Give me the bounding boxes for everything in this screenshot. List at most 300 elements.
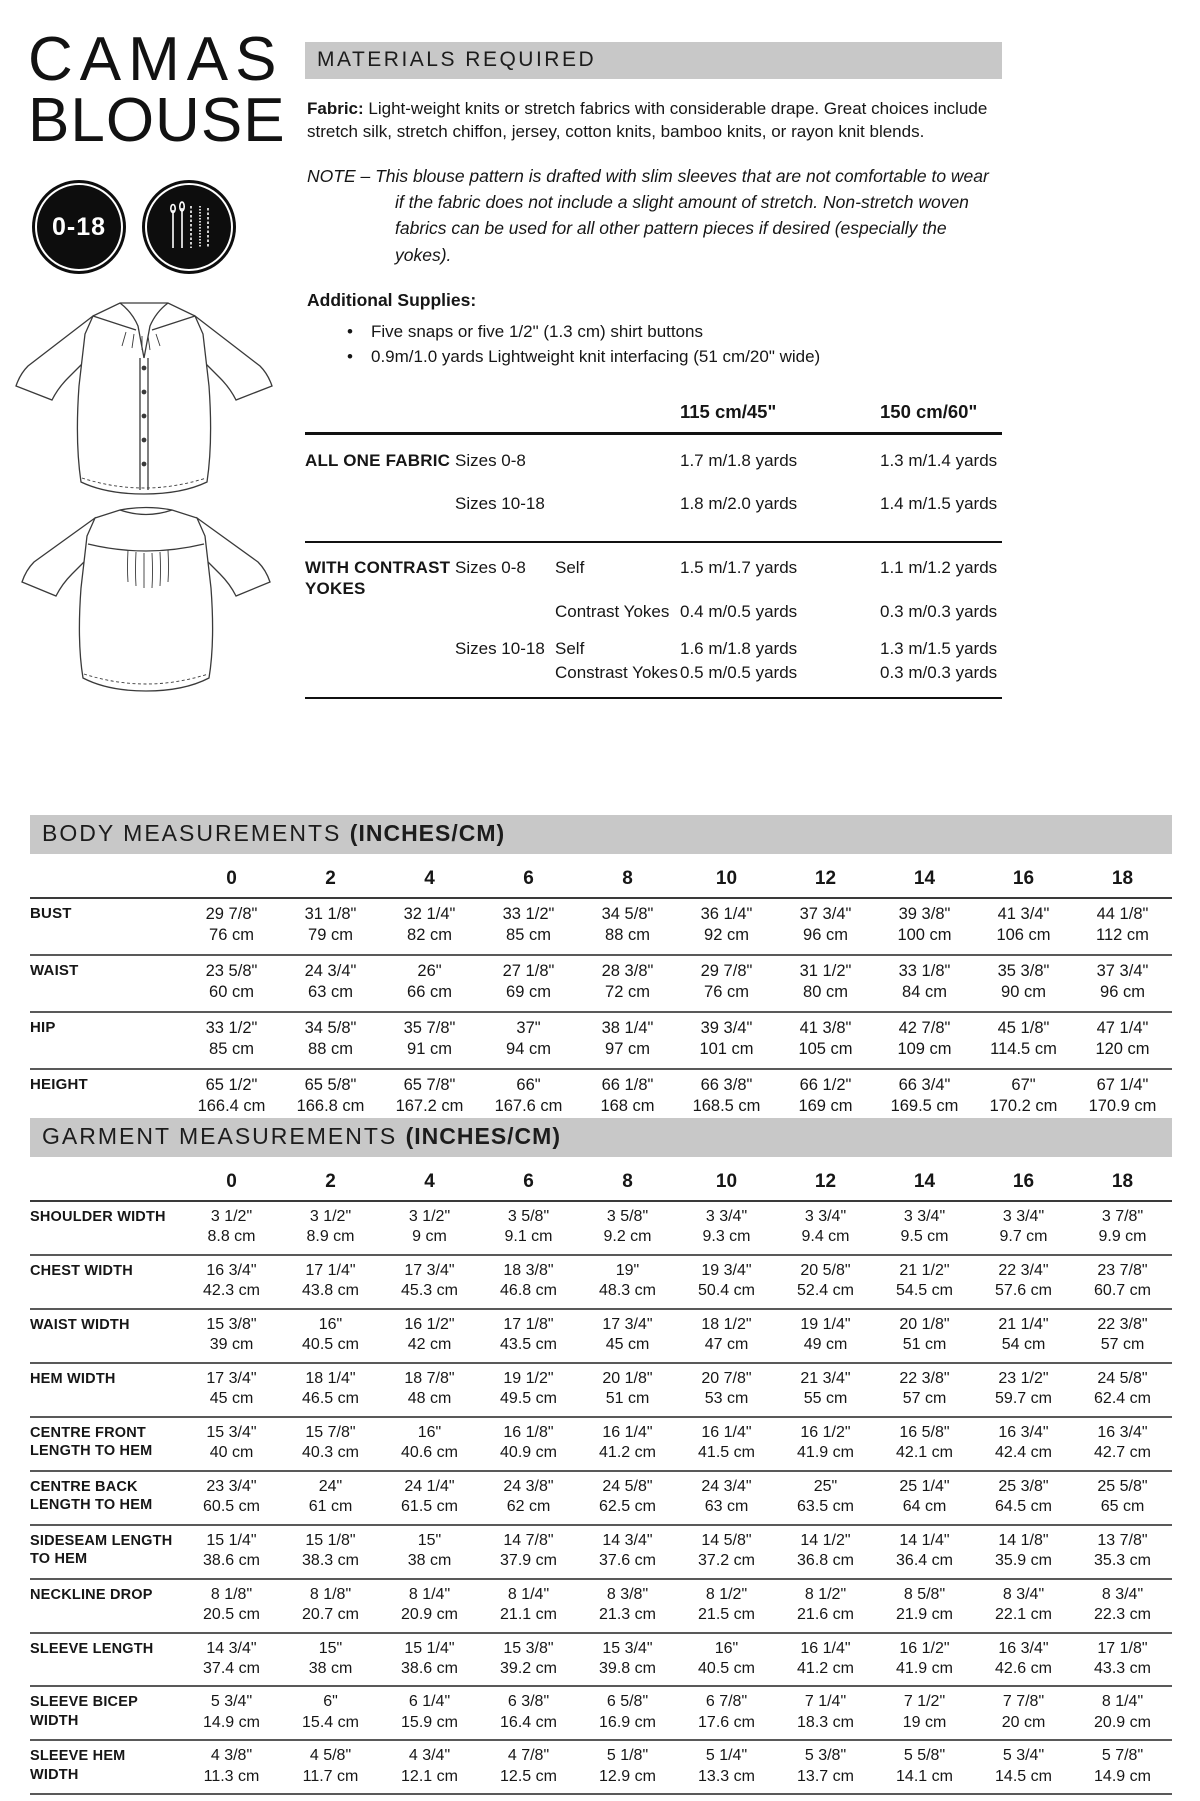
measurement-inches: 16 1/4" [800, 1639, 851, 1657]
measurement-cm: 72 cm [605, 983, 650, 1002]
measurement-cm: 65 cm [1100, 1498, 1145, 1516]
measurement-cm: 88 cm [308, 1040, 353, 1059]
measurement-cm: 63 cm [308, 983, 353, 1002]
measurement-cm: 37.4 cm [203, 1659, 260, 1677]
measurement-row [30, 1310, 1172, 1364]
measurement-cell [974, 1741, 1073, 1793]
yardage-row [305, 493, 1002, 514]
measurement-cell [875, 1472, 974, 1524]
measurement-inches: 16 1/2" [800, 1423, 851, 1441]
measurement-cm: 61.5 cm [401, 1498, 458, 1516]
measurement-cm: 20.9 cm [1094, 1713, 1151, 1731]
measurement-cm: 41.9 cm [896, 1659, 953, 1677]
measurement-inches: 8 3/4" [1101, 1585, 1144, 1603]
measurement-cell [875, 1526, 974, 1578]
measurement-cell [182, 1634, 281, 1686]
measurement-cm: 14.9 cm [1094, 1767, 1151, 1785]
measurement-cell [1073, 1310, 1172, 1362]
fabric-label: Fabric: [307, 99, 364, 118]
measurement-cell [677, 1634, 776, 1686]
measurement-cm: 85 cm [506, 926, 551, 945]
size-column-header: 6 [523, 868, 534, 889]
garment-measurements-heading [30, 1118, 1172, 1157]
measurement-cell [875, 1013, 974, 1068]
measurement-cell [776, 1256, 875, 1308]
measurement-cm: 57.6 cm [995, 1282, 1052, 1300]
yardage-row [305, 601, 1002, 624]
measurement-inches: 3 5/8" [606, 1208, 649, 1225]
measurement-inches: 31 1/8" [304, 905, 357, 923]
measurement-inches: 18 1/2" [701, 1315, 752, 1333]
measurement-inches: 18 7/8" [404, 1369, 455, 1387]
measurement-cm: 39.8 cm [599, 1659, 656, 1677]
measurement-cell [380, 1526, 479, 1578]
measurement-inches: 66 1/8" [601, 1075, 654, 1094]
measurement-cm: 18.3 cm [797, 1713, 854, 1731]
yardage-value-115: 0.4 m/0.5 yards [680, 602, 798, 622]
pattern-title-line2: BLOUSE [28, 85, 286, 155]
measurement-cm: 169 cm [798, 1097, 853, 1116]
size-column-header: 0 [226, 868, 237, 889]
measurement-cm: 97 cm [605, 1040, 650, 1059]
note-text: This blouse pattern is drafted with slim sleeves that are not comfortable to wear if the fabric does not include a slight amount of stretch. Non-stretch woven fabrics can be used for all other pattern pieces if desired (especially the yokes). [375, 165, 989, 265]
measurement-row-label: NECKLINE DROP [30, 1586, 153, 1603]
measurement-cm: 62.5 cm [599, 1498, 656, 1516]
yardage-value-115: 1.8 m/2.0 yards [680, 494, 798, 514]
measurement-inches: 14 3/4" [206, 1639, 257, 1657]
measurement-cm: 94 cm [506, 1040, 551, 1059]
measurement-cm: 63.5 cm [797, 1498, 854, 1516]
measurement-cm: 22.1 cm [995, 1606, 1052, 1624]
measurement-inches: 14 1/4" [899, 1531, 950, 1549]
measurement-inches: 15 3/8" [503, 1639, 554, 1657]
measurement-cell [380, 1634, 479, 1686]
size-column-header: 6 [523, 1171, 534, 1192]
measurement-inches: 15 3/8" [206, 1315, 257, 1333]
measurement-cell [380, 1364, 479, 1416]
measurement-inches: 23 1/2" [998, 1369, 1049, 1387]
measurement-cm: 19 cm [902, 1713, 947, 1731]
supplies-item: • 0.9m/1.0 yards Lightweight knit interfacing (51 cm/20" wide) [305, 344, 1002, 370]
measurement-cell [578, 956, 677, 1011]
yardage-row [305, 638, 1002, 661]
measurement-inches: 15" [318, 1639, 343, 1657]
measurement-cm: 100 cm [897, 926, 952, 945]
measurement-inches: 22 3/8" [1097, 1315, 1148, 1333]
measurement-cm: 170.9 cm [1088, 1097, 1157, 1116]
measurement-inches: 33 1/8" [898, 961, 951, 980]
measurement-row [30, 1256, 1172, 1310]
measurement-cell [677, 1418, 776, 1470]
size-column-header: 4 [424, 1171, 435, 1192]
yardage-sizes: Sizes 0-8 [455, 557, 526, 577]
measurement-cm: 13.3 cm [698, 1767, 755, 1785]
size-column-header: 18 [1111, 868, 1134, 889]
measurement-cell [380, 1013, 479, 1068]
measurement-cell [974, 1070, 1073, 1125]
measurement-inches: 14 3/4" [602, 1531, 653, 1549]
measurement-cm: 42.7 cm [1094, 1444, 1151, 1462]
measurement-cm: 88 cm [605, 926, 650, 945]
measurement-cm: 9.9 cm [1098, 1228, 1147, 1246]
measurement-cm: 40.5 cm [302, 1336, 359, 1354]
measurement-cm: 43.8 cm [302, 1282, 359, 1300]
measurement-cm: 60.7 cm [1094, 1282, 1151, 1300]
measurement-inches: 35 3/8" [997, 961, 1050, 980]
measurement-row-label: SIDESEAM LENGTH TO HEM [30, 1532, 173, 1567]
measurement-cell [479, 1472, 578, 1524]
measurement-inches: 13 7/8" [1097, 1531, 1148, 1549]
body-measurements-table [30, 866, 1172, 1127]
measurement-cm: 40 cm [209, 1444, 254, 1462]
measurement-cm: 109 cm [897, 1040, 952, 1059]
measurement-cm: 20.9 cm [401, 1606, 458, 1624]
measurement-cm: 52.4 cm [797, 1282, 854, 1300]
measurement-inches: 20 5/8" [800, 1261, 851, 1279]
yardage-part: Contrast Yokes [555, 602, 670, 622]
measurement-inches: 5 3/4" [1002, 1747, 1045, 1765]
measurement-inches: 25" [813, 1477, 838, 1495]
measurement-cell [479, 1741, 578, 1793]
measurement-inches: 15 1/4" [404, 1639, 455, 1657]
materials-heading: MATERIALS REQUIRED [305, 42, 1002, 79]
measurement-inches: 24" [318, 1477, 343, 1495]
measurement-row [30, 1741, 1172, 1795]
measurement-cell [677, 1741, 776, 1793]
measurement-cell [776, 1741, 875, 1793]
heading-units: (INCHES/CM) [405, 1123, 561, 1149]
measurement-cm: 42 cm [407, 1336, 452, 1354]
measurement-inches: 15 7/8" [305, 1423, 356, 1441]
measurement-inches: 4 5/8" [309, 1747, 352, 1765]
garment-measurements-section [30, 1118, 1172, 1795]
measurement-cell [1073, 1687, 1172, 1739]
measurement-cell [776, 1202, 875, 1254]
measurement-cm: 20.5 cm [203, 1606, 260, 1624]
measurement-cm: 114.5 cm [990, 1040, 1057, 1059]
measurement-cell [578, 1741, 677, 1793]
measurement-cm: 49 cm [803, 1336, 848, 1354]
needles-badge [142, 180, 236, 274]
measurement-cm: 45.3 cm [401, 1282, 458, 1300]
measurement-cm: 35.3 cm [1094, 1552, 1151, 1570]
measurement-inches: 21 1/4" [998, 1315, 1049, 1333]
measurement-row [30, 899, 1172, 956]
measurement-cell [677, 1070, 776, 1125]
measurement-cell [281, 1687, 380, 1739]
measurement-cell [875, 1687, 974, 1739]
size-column-header: 8 [622, 868, 633, 889]
size-column-header: 2 [325, 1171, 336, 1192]
blouse-back-illustration [0, 502, 294, 694]
yardage-section-label: ALL ONE FABRIC [305, 451, 451, 471]
measurement-cm: 21.5 cm [698, 1606, 755, 1624]
size-column-header: 2 [325, 868, 336, 889]
measurement-cell [1073, 1526, 1172, 1578]
fabric-requirements-table [305, 400, 1002, 699]
measurement-row-label: BUST [30, 905, 72, 922]
measurement-cm: 61 cm [308, 1498, 353, 1516]
measurement-inches: 16 3/4" [998, 1639, 1049, 1657]
measurement-row-label: HEIGHT [30, 1075, 88, 1093]
measurement-inches: 7 1/2" [903, 1693, 946, 1711]
measurement-inches: 8 3/8" [606, 1585, 649, 1603]
yardage-sizes: Sizes 10-18 [455, 494, 545, 514]
measurement-inches: 34 5/8" [304, 1018, 357, 1037]
measurement-cell [1073, 1364, 1172, 1416]
measurement-cm: 170.2 cm [989, 1097, 1058, 1116]
measurement-cell [182, 899, 281, 954]
size-column-header: 12 [814, 868, 837, 889]
size-header-spacer [30, 1169, 182, 1200]
measurement-cm: 14.9 cm [203, 1713, 260, 1731]
measurement-row-label: SHOULDER WIDTH [30, 1209, 166, 1225]
measurement-row [30, 1418, 1172, 1472]
measurement-inches: 6 7/8" [705, 1693, 748, 1711]
measurement-inches: 3 3/4" [804, 1208, 847, 1225]
yardage-part: Constrast Yokes [555, 662, 678, 682]
measurement-cm: 15.4 cm [302, 1713, 359, 1731]
size-range-badge [32, 180, 126, 274]
measurement-cell [578, 1202, 677, 1254]
measurement-cm: 9.3 cm [702, 1228, 751, 1246]
measurement-row-label: CENTRE FRONT LENGTH TO HEM [30, 1424, 153, 1459]
measurement-cell [182, 1364, 281, 1416]
measurement-inches: 44 1/8" [1096, 905, 1149, 923]
measurement-cell [281, 1364, 380, 1416]
yardage-row [305, 543, 1002, 602]
measurement-inches: 35 7/8" [403, 1018, 456, 1037]
measurement-inches: 16 5/8" [899, 1423, 950, 1441]
measurement-cm: 167.6 cm [494, 1097, 563, 1116]
measurement-inches: 34 5/8" [601, 905, 654, 923]
measurement-cell [776, 1418, 875, 1470]
measurement-cm: 36.4 cm [896, 1552, 953, 1570]
measurement-cell [776, 1580, 875, 1632]
size-column-header: 14 [913, 868, 936, 889]
measurement-inches: 37 3/4" [799, 905, 852, 923]
measurement-row-label: HIP [30, 1018, 56, 1036]
measurement-cell [974, 956, 1073, 1011]
measurement-cell [281, 1741, 380, 1793]
measurement-inches: 20 1/8" [602, 1369, 653, 1387]
measurement-cell [380, 1687, 479, 1739]
measurement-cm: 46.8 cm [500, 1282, 557, 1300]
measurement-cell [479, 1634, 578, 1686]
measurement-cm: 48 cm [407, 1390, 452, 1408]
measurement-cm: 92 cm [704, 926, 749, 945]
measurement-cell [578, 1256, 677, 1308]
size-column-header: 10 [715, 868, 738, 889]
measurement-cell [578, 1364, 677, 1416]
blouse-front-illustration [0, 292, 292, 498]
supplies-heading: Additional Supplies: [307, 289, 477, 310]
measurement-cm: 9 cm [412, 1228, 447, 1246]
measurement-cm: 14.1 cm [896, 1767, 953, 1785]
measurement-cell [677, 1202, 776, 1254]
measurement-inches: 19 1/2" [503, 1369, 554, 1387]
measurement-cell [1073, 1202, 1172, 1254]
yardage-value-115: 1.6 m/1.8 yards [680, 639, 798, 659]
measurement-cm: 51 cm [902, 1336, 947, 1354]
measurement-cell [479, 1310, 578, 1362]
measurement-cell [1073, 1580, 1172, 1632]
measurement-cm: 37.2 cm [698, 1552, 755, 1570]
measurement-cm: 60 cm [209, 983, 254, 1002]
measurement-cell [677, 1364, 776, 1416]
measurement-row [30, 1634, 1172, 1688]
measurement-cell [1073, 956, 1172, 1011]
measurement-inches: 39 3/8" [898, 905, 951, 923]
measurement-cm: 168.5 cm [692, 1097, 761, 1116]
measurement-cell [380, 1418, 479, 1470]
measurement-inches: 29 7/8" [205, 905, 258, 923]
measurement-cell [281, 1310, 380, 1362]
measurement-cm: 9.4 cm [801, 1228, 850, 1246]
measurement-cm: 16.4 cm [500, 1713, 557, 1731]
measurement-inches: 16 1/8" [503, 1423, 554, 1441]
measurement-inches: 65 7/8" [403, 1075, 456, 1094]
yardage-part: Self [555, 639, 585, 659]
measurement-row [30, 1687, 1172, 1741]
measurement-cell [578, 1070, 677, 1125]
measurement-cell [974, 1202, 1073, 1254]
body-measurements-section [30, 815, 1172, 1127]
measurement-cell [974, 1310, 1073, 1362]
measurement-cell [875, 1418, 974, 1470]
measurement-cm: 64.5 cm [995, 1498, 1052, 1516]
measurement-cm: 12.9 cm [599, 1767, 656, 1785]
measurement-cell [1073, 1472, 1172, 1524]
measurement-inches: 31 1/2" [799, 961, 852, 980]
measurement-cm: 48.3 cm [599, 1282, 656, 1300]
measurement-cell [479, 1687, 578, 1739]
measurement-cell [677, 1472, 776, 1524]
measurement-inches: 17 1/4" [305, 1261, 356, 1279]
measurement-inches: 21 1/2" [899, 1261, 950, 1279]
measurement-cell [578, 1310, 677, 1362]
measurement-cell [776, 899, 875, 954]
measurement-inches: 16 3/4" [998, 1423, 1049, 1441]
measurement-inches: 14 5/8" [701, 1531, 752, 1549]
yardage-value-150: 1.4 m/1.5 yards [880, 494, 998, 514]
measurement-inches: 20 7/8" [701, 1369, 752, 1387]
measurement-inches: 23 5/8" [205, 961, 258, 980]
measurement-row-label: SLEEVE BICEP WIDTH [30, 1694, 138, 1729]
measurement-cm: 64 cm [902, 1498, 947, 1516]
measurement-inches: 15 3/4" [602, 1639, 653, 1657]
measurement-cm: 8.8 cm [207, 1228, 256, 1246]
measurement-cm: 76 cm [209, 926, 254, 945]
heading-main: GARMENT MEASUREMENTS [42, 1123, 406, 1149]
measurement-cell [875, 1310, 974, 1362]
yardage-value-115: 0.5 m/0.5 yards [680, 662, 798, 682]
measurement-row [30, 1202, 1172, 1256]
measurement-inches: 65 5/8" [304, 1075, 357, 1094]
yardage-value-150: 0.3 m/0.3 yards [880, 662, 998, 682]
measurement-cm: 46.5 cm [302, 1390, 359, 1408]
measurement-cell [578, 1472, 677, 1524]
measurement-inches: 17 3/4" [206, 1369, 257, 1387]
measurement-cell [182, 1472, 281, 1524]
measurement-inches: 8 5/8" [903, 1585, 946, 1603]
measurement-cm: 16.9 cm [599, 1713, 656, 1731]
yardage-col-150: 150 cm/60" [880, 400, 978, 422]
measurement-cell [182, 1202, 281, 1254]
yardage-value-115: 1.5 m/1.7 yards [680, 557, 798, 577]
measurement-cell [380, 1310, 479, 1362]
measurement-cell [776, 1013, 875, 1068]
measurement-cm: 96 cm [803, 926, 848, 945]
measurement-cell [281, 1634, 380, 1686]
measurement-cell [677, 1526, 776, 1578]
measurement-cell [479, 1526, 578, 1578]
note-label: NOTE – [307, 165, 376, 186]
measurement-inches: 7 7/8" [1002, 1693, 1045, 1711]
measurement-inches: 24 3/8" [503, 1477, 554, 1495]
measurement-cm: 85 cm [209, 1040, 254, 1059]
measurement-inches: 41 3/8" [799, 1018, 852, 1037]
measurement-row-label: WAIST WIDTH [30, 1316, 130, 1333]
size-header-row [30, 1169, 1172, 1202]
yardage-sizes: Sizes 10-18 [455, 639, 545, 659]
measurement-inches: 37 3/4" [1096, 961, 1149, 980]
measurement-inches: 16" [714, 1639, 739, 1657]
measurement-cell [875, 1256, 974, 1308]
measurement-cell [974, 1526, 1073, 1578]
measurement-inches: 3 1/2" [210, 1208, 253, 1225]
yardage-header-row [305, 400, 1002, 432]
measurement-inches: 5 3/4" [210, 1693, 253, 1711]
measurement-inches: 66 1/2" [799, 1075, 852, 1094]
measurement-cell [182, 1687, 281, 1739]
measurement-cm: 62 cm [506, 1498, 551, 1516]
measurement-cell [281, 1256, 380, 1308]
measurement-cm: 69 cm [506, 983, 551, 1002]
measurement-inches: 36 1/4" [700, 905, 753, 923]
measurement-cm: 53 cm [704, 1390, 749, 1408]
measurement-cm: 12.5 cm [500, 1767, 557, 1785]
measurement-cell [182, 1526, 281, 1578]
measurement-row [30, 1472, 1172, 1526]
measurement-cm: 14.5 cm [995, 1767, 1052, 1785]
measurement-cell [1073, 1013, 1172, 1068]
measurement-cm: 39 cm [209, 1336, 254, 1354]
measurement-inches: 4 7/8" [507, 1747, 550, 1765]
measurement-cell [281, 956, 380, 1011]
measurement-inches: 8 1/2" [705, 1585, 748, 1603]
measurement-cm: 9.5 cm [900, 1228, 949, 1246]
measurement-inches: 33 1/2" [205, 1018, 258, 1037]
measurement-inches: 24 5/8" [1097, 1369, 1148, 1387]
measurement-inches: 18 1/4" [305, 1369, 356, 1387]
measurement-cm: 42.1 cm [896, 1444, 953, 1462]
measurement-cm: 62.4 cm [1094, 1390, 1151, 1408]
measurement-inches: 14 1/2" [800, 1531, 851, 1549]
measurement-cm: 91 cm [407, 1040, 452, 1059]
measurement-cell [974, 899, 1073, 954]
measurement-inches: 8 1/8" [210, 1585, 253, 1603]
measurement-cm: 40.3 cm [302, 1444, 359, 1462]
pattern-title-line1: CAMAS [28, 25, 284, 94]
size-header-row [30, 866, 1172, 899]
measurement-inches: 23 3/4" [206, 1477, 257, 1495]
measurement-inches: 25 3/8" [998, 1477, 1049, 1495]
measurement-inches: 16 1/4" [602, 1423, 653, 1441]
measurement-inches: 5 7/8" [1101, 1747, 1144, 1765]
measurement-cm: 41.5 cm [698, 1444, 755, 1462]
measurement-inches: 21 3/4" [800, 1369, 851, 1387]
